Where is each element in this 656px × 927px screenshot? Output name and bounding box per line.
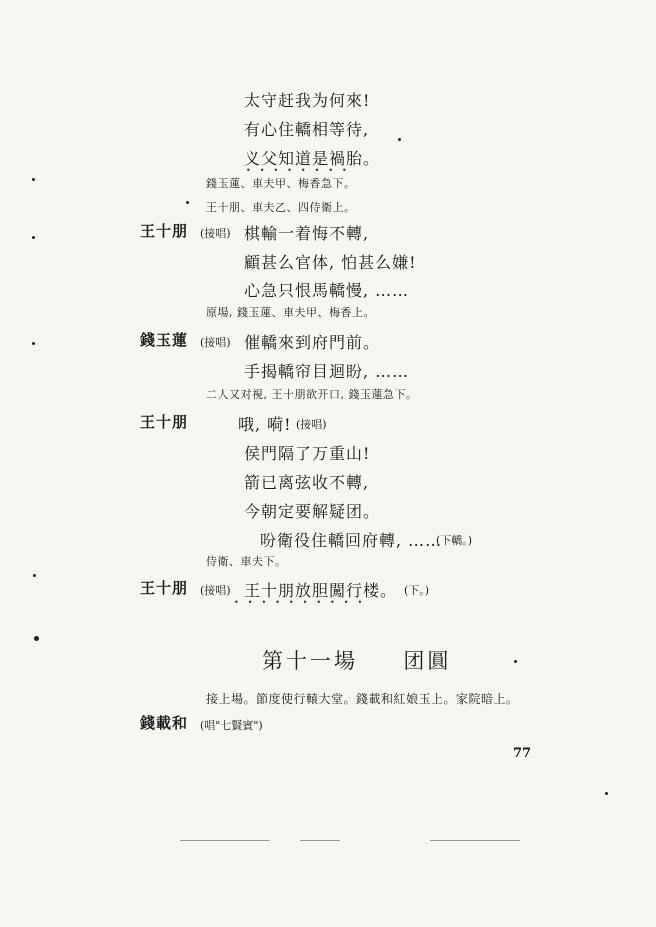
stage-cue: (接唱) <box>296 418 327 431</box>
verse-line: 义父知道是禍胎。 <box>244 149 381 168</box>
stage-cue: (接唱) <box>200 336 231 349</box>
stage-direction: 原場, 錢玉蓮、車夫甲、梅香上。 <box>206 306 375 319</box>
stage-direction: 侍衛、車夫下。 <box>206 555 287 568</box>
stage-cue: (下。) <box>404 584 430 597</box>
verse-line: 棋輸一着悔不轉, <box>244 224 370 243</box>
verse-line: 催轎來到府門前。 <box>244 333 381 352</box>
speaker-name: 王十朋 <box>140 579 189 597</box>
verse-line: 哦, 嗬! <box>238 415 292 434</box>
scan-speck <box>186 201 189 204</box>
stage-cue: (接唱) <box>200 584 231 597</box>
scan-speck <box>32 342 35 345</box>
verse-line: 太守赶我为何來! <box>244 91 371 110</box>
scene-title <box>262 645 451 675</box>
speaker-name: 錢玉蓮 <box>140 331 189 349</box>
speaker-name: 錢載和 <box>140 714 189 732</box>
emphasis-dots: •••••••• <box>246 166 356 175</box>
scene-number: 第十一場 <box>262 649 358 673</box>
verse-line: 顧甚么官体, 怕甚么嫌! <box>244 253 417 272</box>
scene-name: 团圓 <box>403 649 452 673</box>
dialogue-block <box>140 220 188 241</box>
scan-speck <box>33 574 36 577</box>
scan-speck <box>34 636 39 641</box>
verse-line: 今朝定要解疑团。 <box>244 502 381 521</box>
verse-line: 心急只恨馬轎慢, …… <box>244 281 410 300</box>
stage-direction: 二人又对視, 王十朋欲开口, 錢玉蓮急下。 <box>206 388 418 401</box>
stage-direction: 王十朋、車夫乙、四侍衛上。 <box>206 201 356 214</box>
emphasis-dots: •••••••••• <box>234 598 372 607</box>
verse-line: 箭已离弦收不轉, <box>244 473 370 492</box>
stage-cue: (接唱) <box>200 227 231 240</box>
page-number: 77 <box>513 746 532 761</box>
verse-line: 吩衛役住轎回府轉, …… <box>260 531 443 550</box>
speaker-name: 王十朋 <box>140 413 189 431</box>
scan-artifact <box>430 840 520 841</box>
stage-direction: 接上場。節度使行轅大堂。錢載和紅娘玉上。家院暗上。 <box>206 692 519 706</box>
scan-speck <box>32 236 35 239</box>
speaker-name: 王十朋 <box>140 222 189 240</box>
verse-line: 手揭轎帘目迴盼, …… <box>244 362 410 381</box>
scan-artifact <box>180 840 270 841</box>
stage-direction: 錢玉蓮、車夫甲、梅香急下。 <box>206 177 356 190</box>
scan-speck <box>32 178 35 181</box>
stage-cue: (唱"七賢賓") <box>200 719 263 732</box>
scan-speck <box>605 792 608 795</box>
scan-artifact <box>300 840 340 841</box>
stage-cue: (下轎。) <box>436 534 473 547</box>
verse-line: 有心住轎相等待, <box>244 120 370 139</box>
scan-speck <box>398 138 401 141</box>
scan-speck <box>514 660 517 663</box>
verse-line: 侯門隔了万重山! <box>244 444 371 463</box>
verse-line: 王十朋放胆闖行楼。 <box>244 581 398 600</box>
